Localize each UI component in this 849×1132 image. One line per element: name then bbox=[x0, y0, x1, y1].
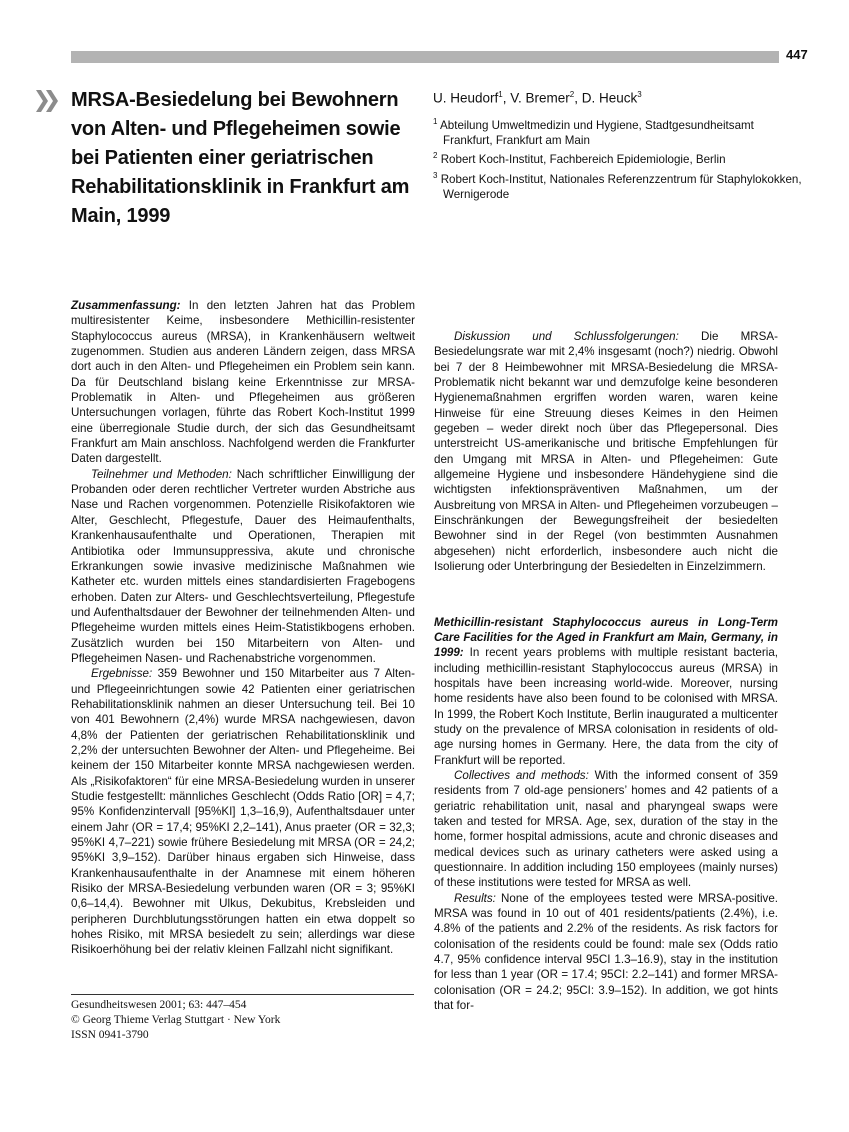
chevron-marker-icon bbox=[34, 88, 60, 114]
label-ergebnisse: Ergebnisse: bbox=[91, 667, 153, 681]
header-bar bbox=[71, 51, 779, 63]
journal-citation: Gesundheitswesen 2001; 63: 447–454 bbox=[71, 999, 247, 1011]
affiliation-2-num: 2 bbox=[433, 151, 438, 161]
issn-line: ISSN 0941-3790 bbox=[71, 1029, 149, 1041]
affiliation-3-text: Robert Koch-Institut, Nationales Referenzzentrum für Staphylokokken, Wernigerode bbox=[440, 172, 802, 202]
text-english-intro: In recent years problems with multiple resistant bacteria, including methicillin-resistant Staphylococcus aureus (MRSA) in hospitals have been increasing world-wide. Moreover, nursing home residents have also been found to be colonised with MRSA. In 1999, the Robert Koch Institute, Berlin inaugurated a multicenter study on the prevalence of MRSA colonisation in residents of old-age nursing homes in Germany. Here, the data from the city of Frankfurt will be reported. bbox=[434, 646, 778, 767]
abstract-methoden bbox=[71, 467, 415, 666]
affiliation-3-num: 3 bbox=[433, 170, 438, 180]
article-title: MRSA-Besiedelung bei Bewohnern von Alten- und Pflegeheimen sowie bei Patienten einer geriatrischen Rehabilitationsklinik in Frankfurt am Main, 1999 bbox=[71, 89, 410, 227]
affiliation-1-num: 1 bbox=[433, 116, 438, 126]
authors-block bbox=[433, 90, 803, 203]
affiliation-1 bbox=[433, 114, 803, 149]
text-english-methods: With the informed consent of 359 residents from 7 old-age pensioners’ homes and 42 patients of a geriatric rehabilitation unit, nasal and pharyngeal swaps were taken and tested for MRSA. Age, sex, duration of the stay in the home, former hospital admissions, acute and chronic diseases and medical devices such as urinary catheters were asked using a questionnaire. In addition including 150 employees (mainly nurses) of these institutions were tested for MRSA as well. bbox=[434, 768, 778, 890]
page-number: 447 bbox=[786, 47, 808, 62]
publisher-line: © Georg Thieme Verlag Stuttgart · New York bbox=[71, 1014, 281, 1026]
citation-footer bbox=[71, 998, 280, 1043]
text-diskussion: Die MRSA-Besiedelungsrate war mit 2,4% insgesamt (noch?) niedrig. Obwohl bei 7 der 8 Heimbewohner mit MRSA-Besiedelung die MRSA-Problematik nicht bekannt war und demzufolge keine besonderen Hygienemaßnahmen ergriffen worden waren, waren keine Hinweise für eine Streuung dieses Keimes in den Heimen gegeben – weder direkt noch über das Pflegepersonal. Dies unterstreicht US-amerikanische und britische Empfehlungen für den Umgang mit MRSA in Alten- und Pflegeheimen: Gute allgemeine Hygiene und insbesondere Händehygiene sind die wichtigsten infektionspräventiven Maßnahmen, um der Ausbreitung von MRSA in Alten- und Pflegeheimen vorzubeugen – Einschränkungen der Bewegungsfreiheit der besiedelten Bewohner sind in der Regel (von bestimmten Ausnahmen abgesehen) nicht erforderlich, insbesondere auch nicht die Isolierung oder Unterbringung der Besiedelten in Einzelzimmern. bbox=[434, 330, 778, 574]
label-zusammenfassung: Zusammenfassung: bbox=[71, 299, 181, 312]
label-english-methods: Collectives and methods: bbox=[454, 768, 589, 782]
footer-rule bbox=[71, 994, 414, 995]
abstract-english-intro bbox=[434, 615, 778, 768]
text-zusammenfassung: In den letzten Jahren hat das Problem multiresistenter Keime, insbesondere Methicillin-resistenter Staphylococcus aureus (MRSA), in Krankenhäusern weltweit zugenommen. Studien aus anderen Ländern zeigen, dass MRSA dort auch in den Alten- und Pflegeheimen ein Problem sein kann. Da für Deutschland bislang keine Erkenntnisse zur MRSA-Problematik in Alten- und Pflegeheimen aus größeren Untersuchungen vorlagen, führte das Robert Koch-Institut 1999 eine überregionale Studie durch, der sich das Gesundheitsamt Frankfurt am Main anschloss. Nachfolgend werden die Frankfurter Daten dargestellt. bbox=[71, 299, 415, 466]
label-methoden: Teilnehmer und Methoden: bbox=[91, 467, 232, 481]
abstract-english-methods bbox=[434, 768, 778, 891]
section-gap bbox=[434, 575, 778, 615]
affiliation-3 bbox=[433, 168, 803, 203]
affiliation-1-text: Abteilung Umweltmedizin und Hygiene, Stadtgesundheitsamt Frankfurt, Frankfurt am Main bbox=[440, 118, 754, 147]
author-list: U. Heudorf$^1$, V. Bremer$^2$, D. Heuck$^3$ bbox=[433, 90, 642, 106]
abstract-left-column bbox=[71, 298, 415, 958]
author-2-sup: 2 bbox=[569, 90, 575, 99]
author-3-sup: 3 bbox=[637, 90, 642, 99]
label-english-results: Results: bbox=[454, 891, 496, 905]
author-1-sup: 1 bbox=[498, 90, 503, 99]
label-diskussion: Diskussion und Schlussfolgerungen: bbox=[454, 330, 679, 343]
label-english-title: Methicillin-resistant Staphylococcus aureus in Long-Term Care Facilities for the Aged in Frankfurt am Main, Germany, in 1999: bbox=[434, 615, 778, 660]
abstract-right-column bbox=[434, 298, 778, 1013]
text-ergebnisse: 359 Bewohner und 150 Mitarbeiter aus 7 Alten- und Pflegeeinrichtungen sowie 42 Patienten einer geriatrischen Rehabilitationsklinik nahmen an dieser Untersuchung teil. Bei 10 von 401 Bewohnern (2,4%) wurde MRSA nachgewiesen, davon 4,8% der Patienten der geriatrischen Rehabilitationsklinik und 2,2% der untersuchten Bewohner der Alten- und Pflegeheime. Bei keinem der 150 Mitarbeiter konnte MRSA nachgewiesen werden. Als „Risikofaktoren“ für eine MRSA-Besiedelung wurden in unserer Studie festgestellt: männliches Geschlecht (Odds Ratio [OR] = 4,7; 95% Konfidenzintervall [95%KI] 1,3–16,9), Aufenthaltsdauer unter einem Jahr (OR = 17,4; 95%KI 2,2–141), Anus praeter (OR = 32,3; 95%KI 4,7–221) sowie frühere Besiedelung mit MRSA (OR = 24,2; 95%KI 3,9–152). Darüber hinaus ergaben sich Hinweise, dass Krankenhausaufenthalte in der Anamnese mit einem höheren Risiko der MRSA-Besiedelung verbunden waren (OR = 3; 95%KI 0,6–14,4). Bewohner mit Ulkus, Dekubitus, Krebsleiden und peripheren Durchblutungsstörungen hatten ein etwa doppelt so hohes Risiko, mit MRSA besiedelt zu sein; allerdings war diese Risikoerhöhung bei der relativ kleinen Fallzahl nicht signifikant. bbox=[71, 667, 415, 957]
abstract-diskussion bbox=[434, 329, 778, 575]
text-english-results: None of the employees tested were MRSA-positive. MRSA was found in 10 out of 401 residents/patients (2.4%), i.e. 4.8% of the patients and 2.2% of the residents. As risk factors for colonisation of the residents could be found: male sex (Odds ratio 4.7, 95% confidence interval 95CI 1.3–16.9), stay in the institution for less than 1 year (OR = 17.4; 95CI: 2.2–141) and former MRSA-colonisation (OR = 24.2; 95CI: 3.9–152). In addition, we got hints that for- bbox=[434, 891, 778, 1013]
author-3: D. Heuck bbox=[581, 90, 638, 106]
text-methoden: Nach schriftlicher Einwilligung der Probanden oder deren rechtlicher Vertreter wurden Abstriche aus Nase und Rachen vorgenommen. Potenzielle Risikofaktoren wie Alter, Geschlecht, Pflegestufe, Dauer des Heimaufenthalts, Krankenhausaufenthalte und Operationen, Therapien mit Antibiotika oder Immunsuppressiva, akute und chronische Erkrankungen sowie invasive medizinische Maßnahmen wie Katheter etc. wurden mittels eines standardisierten Fragebogens erhoben. Daten zur Alters- und Geschlechtsverteilung, Pflegestufe und Aufenthaltsdauer der Bewohner der teilnehmenden Alten- und Pflegeheime wurden mittels eines Heim-Statistikbogens erhoben. Zusätzlich wurden bei 150 Mitarbeitern von Alten- und Pflegeheimen Nasen- und Rachenabstriche vorgenommen. bbox=[71, 467, 415, 665]
author-2: V. Bremer bbox=[510, 90, 570, 106]
affiliation-2-text: Robert Koch-Institut, Fachbereich Epidemiologie, Berlin bbox=[440, 153, 726, 167]
abstract-ergebnisse bbox=[71, 666, 415, 958]
abstract-english-results bbox=[434, 891, 778, 1014]
abstract-zusammenfassung bbox=[71, 298, 415, 467]
affiliation-2 bbox=[433, 148, 803, 167]
author-1: U. Heudorf bbox=[433, 90, 499, 106]
